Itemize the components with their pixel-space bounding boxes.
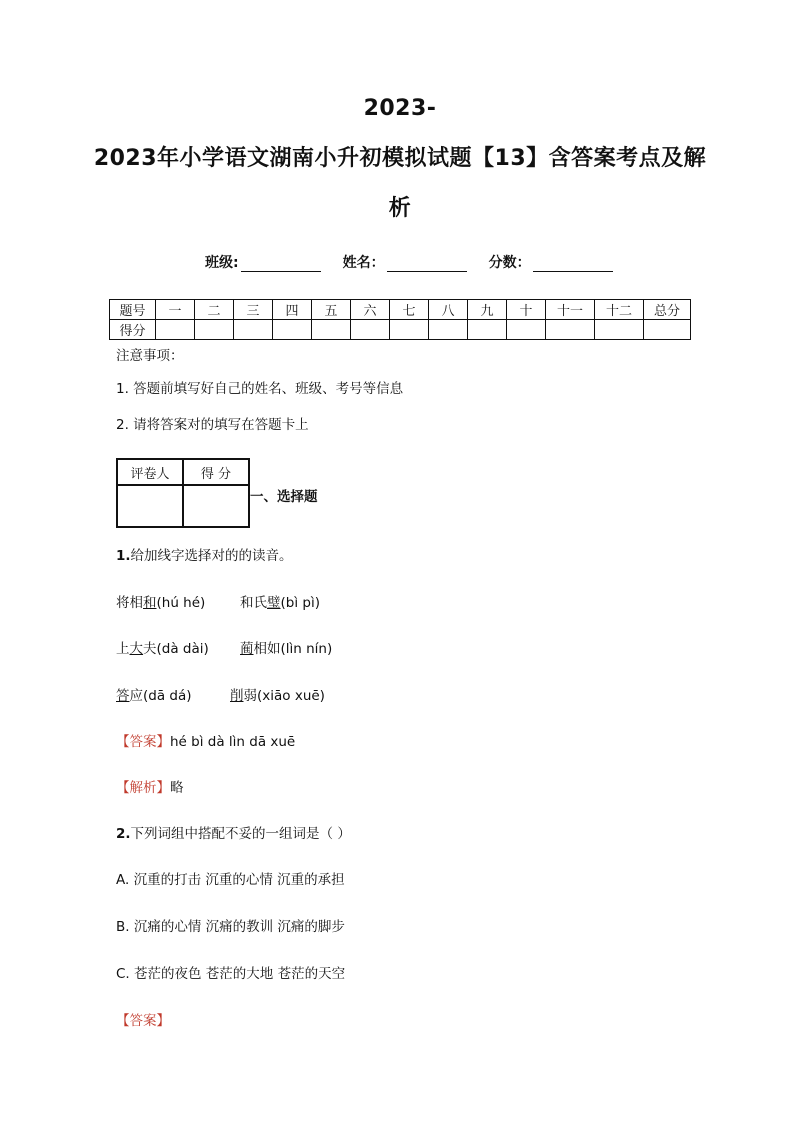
score-cell[interactable] — [429, 320, 468, 340]
grader-score-cell[interactable] — [183, 485, 249, 527]
underlined-char: 大 — [129, 641, 143, 657]
note-item: 1. 答题前填写好自己的姓名、班级、考号等信息 — [116, 381, 404, 397]
score-field[interactable] — [489, 252, 613, 272]
pinyin-prefix: 将相 — [116, 595, 143, 611]
score-cell[interactable] — [390, 320, 429, 340]
notes-title: 注意事项： — [116, 348, 184, 364]
answer-label: 【答案】 — [116, 734, 170, 750]
pinyin-item — [240, 591, 320, 611]
pinyin-item — [230, 684, 325, 704]
score-header-cell: 十 — [507, 300, 546, 320]
score-cell[interactable] — [312, 320, 351, 340]
score-table — [109, 299, 691, 340]
pinyin-options: 弱(xiāo xuē) — [243, 688, 325, 704]
grader-value-row — [117, 485, 249, 527]
score-row-label: 得分 — [110, 320, 156, 340]
title-line-3: 析 — [388, 196, 412, 221]
pinyin-prefix: 上 — [116, 641, 130, 657]
score-cell[interactable] — [273, 320, 312, 340]
score-header-cell: 三 — [234, 300, 273, 320]
class-field[interactable] — [205, 252, 321, 272]
pinyin-item — [116, 684, 192, 704]
grader-table — [116, 458, 250, 528]
title-line-2: 2023年小学语文湖南小升初模拟试题【13】含答案考点及解 — [93, 146, 707, 171]
section-title: 一、选择题 — [250, 489, 318, 505]
grader-label: 评卷人 — [117, 459, 183, 485]
answer-text: hé bì dà lìn dā xuē — [170, 734, 296, 750]
question-1-title — [116, 544, 293, 564]
name-label: 姓名： — [342, 255, 385, 271]
option-a[interactable]: A. 沉重的打击 沉重的心情 沉重的承担 — [116, 872, 345, 888]
grader-score-label: 得 分 — [183, 459, 249, 485]
option-b[interactable]: B. 沉痛的心情 沉痛的教训 沉痛的脚步 — [116, 919, 345, 935]
analysis-text: 略 — [170, 780, 184, 796]
score-cell[interactable] — [195, 320, 234, 340]
score-cell[interactable] — [644, 320, 691, 340]
underlined-char: 蔺 — [240, 641, 254, 657]
pinyin-options: 相如(lìn nín) — [253, 641, 333, 657]
class-label: 班级: — [205, 255, 239, 271]
analysis-label: 【解析】 — [116, 780, 170, 796]
score-header-cell: 六 — [351, 300, 390, 320]
answer-label: 【答案】 — [116, 1013, 170, 1029]
score-header-cell: 二 — [195, 300, 234, 320]
class-blank[interactable] — [241, 255, 321, 272]
pinyin-options: 应(dā dá) — [129, 688, 192, 704]
pinyin-item — [116, 637, 209, 657]
question-2-title — [116, 822, 351, 842]
title-line-1: 2023- — [363, 96, 437, 121]
underlined-char: 和 — [143, 595, 157, 611]
score-header-cell: 十一 — [546, 300, 595, 320]
underlined-char: 璧 — [267, 595, 281, 611]
score-header-cell: 一 — [156, 300, 195, 320]
grader-name-cell[interactable] — [117, 485, 183, 527]
score-cell[interactable] — [507, 320, 546, 340]
answer-line — [116, 730, 295, 750]
score-label: 分数： — [488, 255, 531, 271]
score-table-header-row — [110, 300, 691, 320]
question-number: 2. — [116, 826, 131, 842]
pinyin-options: (bì pì) — [280, 595, 320, 611]
score-header-cell: 总分 — [644, 300, 691, 320]
score-header-cell: 题号 — [110, 300, 156, 320]
pinyin-prefix: 和氏 — [240, 595, 267, 611]
underlined-char: 答 — [116, 688, 130, 704]
score-cell[interactable] — [351, 320, 390, 340]
grader-header-row — [117, 459, 249, 485]
score-cell[interactable] — [234, 320, 273, 340]
score-header-cell: 十二 — [595, 300, 644, 320]
underlined-char: 削 — [230, 688, 244, 704]
score-header-cell: 九 — [468, 300, 507, 320]
score-blank[interactable] — [533, 255, 613, 272]
score-table-score-row — [110, 320, 691, 340]
question-number: 1. — [116, 548, 131, 564]
score-header-cell: 五 — [312, 300, 351, 320]
name-field[interactable] — [343, 252, 467, 272]
score-cell[interactable] — [156, 320, 195, 340]
analysis-line — [116, 776, 184, 796]
question-prompt: 下列词组中搭配不妥的一组词是（ ） — [130, 826, 351, 842]
pinyin-options: 夫(dà dài) — [143, 641, 209, 657]
student-info-row — [205, 252, 635, 272]
name-blank[interactable] — [387, 255, 467, 272]
pinyin-options: (hú hé) — [156, 595, 206, 611]
note-item: 2. 请将答案对的填写在答题卡上 — [116, 417, 309, 433]
score-cell[interactable] — [468, 320, 507, 340]
score-cell[interactable] — [595, 320, 644, 340]
score-header-cell: 四 — [273, 300, 312, 320]
score-header-cell: 八 — [429, 300, 468, 320]
answer-line — [116, 1009, 170, 1029]
pinyin-item — [240, 637, 332, 657]
question-prompt: 给加线字选择对的的读音。 — [130, 548, 293, 564]
option-c[interactable]: C. 苍茫的夜色 苍茫的大地 苍茫的天空 — [116, 966, 346, 982]
pinyin-item — [116, 591, 205, 611]
score-cell[interactable] — [546, 320, 595, 340]
score-header-cell: 七 — [390, 300, 429, 320]
